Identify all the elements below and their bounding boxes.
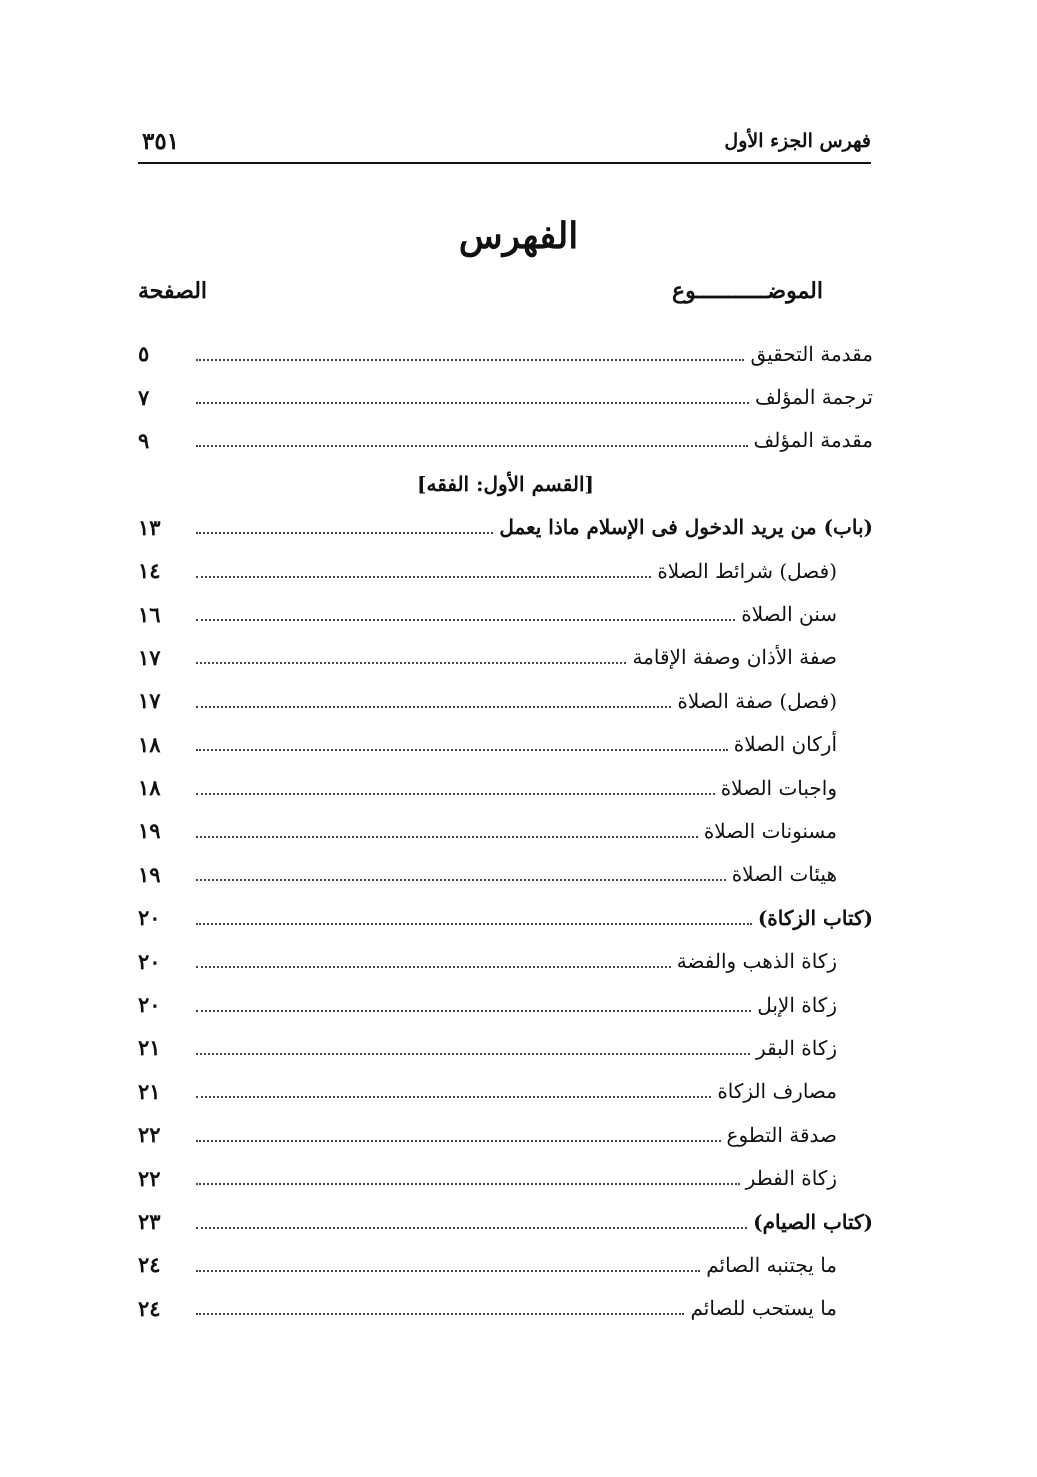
dot-leader — [196, 1227, 747, 1229]
toc-entry — [138, 939, 873, 982]
toc-entry — [138, 1200, 873, 1243]
toc-entry-page: ٥ — [138, 341, 150, 367]
toc-entry-label: سنن الصلاة — [741, 602, 837, 627]
toc-entry — [138, 549, 873, 592]
dot-leader — [196, 1010, 751, 1012]
toc-entry-page: ٢٤ — [138, 1295, 161, 1321]
toc-entry-page: ٢٠ — [138, 948, 161, 974]
toc-entry-page: ٢١ — [138, 1078, 161, 1104]
topic-column-header: الموضـــــــــــوع — [672, 278, 823, 304]
dot-leader — [196, 1183, 740, 1185]
toc-entry — [138, 1113, 873, 1156]
toc-entry-page: ١٩ — [138, 818, 161, 844]
dot-leader — [196, 923, 752, 925]
toc-entry-label: زكاة الإبل — [757, 992, 837, 1017]
toc-entry-label: أركان الصلاة — [733, 732, 837, 757]
dot-leader — [196, 402, 749, 404]
dot-leader — [196, 445, 748, 447]
toc-entry — [138, 809, 873, 852]
toc-entry — [138, 506, 873, 549]
dot-leader — [196, 576, 651, 578]
toc-entry-page: ٢٢ — [138, 1165, 161, 1191]
dot-leader — [196, 749, 728, 751]
toc-entry-page: ١٧ — [138, 644, 161, 670]
dot-leader — [196, 1053, 750, 1055]
toc-entry — [138, 592, 873, 635]
toc-entry-label: (فصل) شرائط الصلاة — [657, 558, 837, 583]
toc-entry-page: ٢٠ — [138, 905, 161, 931]
toc-entry — [138, 1070, 873, 1113]
running-head — [138, 128, 871, 164]
toc-entry-label: صفة الأذان وصفة الإقامة — [632, 645, 837, 670]
toc-entry — [138, 766, 873, 809]
toc-entry — [138, 679, 873, 722]
dot-leader — [196, 879, 726, 881]
toc-entry-page: ١٧ — [138, 688, 161, 714]
toc-entry-page: ٢٠ — [138, 992, 161, 1018]
dot-leader — [196, 1270, 700, 1272]
toc-entry — [138, 1026, 873, 1069]
toc-entry — [138, 896, 873, 939]
dot-leader — [196, 619, 735, 621]
toc-entry — [138, 1156, 873, 1199]
toc-entry-label: زكاة الفطر — [745, 1166, 837, 1191]
toc-entry — [138, 419, 873, 462]
toc-entry-page: ٢١ — [138, 1035, 161, 1061]
page-number: ٣٥١ — [142, 128, 180, 155]
toc-entry-label: هيئات الصلاة — [731, 862, 837, 887]
toc-entry-page: ١٦ — [138, 601, 161, 627]
toc-entry-label: (كتاب الصيام) — [753, 1209, 873, 1234]
toc-entry-label: (كتاب الزكاة) — [757, 905, 873, 930]
toc-section-label: [القسم الأول: الفقه] — [417, 471, 594, 496]
toc-entry-label: (فصل) صفة الصلاة — [677, 688, 837, 713]
toc-entry-label: مسنونات الصلاة — [703, 818, 837, 843]
dot-leader — [196, 662, 626, 664]
toc-entry — [138, 332, 873, 375]
table-of-contents — [138, 332, 873, 1330]
dot-leader — [196, 532, 493, 534]
toc-entry-label: ترجمة المؤلف — [755, 385, 873, 410]
toc-entry-label: مصارف الزكاة — [717, 1079, 837, 1104]
dot-leader — [196, 706, 671, 708]
toc-entry-label: ما يستحب للصائم — [690, 1296, 837, 1321]
running-head-title: فهرس الجزء الأول — [724, 130, 871, 152]
toc-entry — [138, 853, 873, 896]
toc-entry-label: ما يجتنبه الصائم — [706, 1252, 837, 1277]
toc-entry-page: ١٩ — [138, 861, 161, 887]
toc-entry — [138, 983, 873, 1026]
toc-entry — [138, 723, 873, 766]
toc-entry-page: ١٨ — [138, 775, 161, 801]
toc-entry-page: ٢٣ — [138, 1209, 161, 1234]
dot-leader — [196, 359, 744, 361]
toc-entry-label: زكاة الذهب والفضة — [676, 949, 837, 974]
page-column-header: الصفحة — [138, 278, 208, 304]
toc-entry — [138, 1243, 873, 1286]
toc-entry — [138, 1287, 873, 1330]
toc-entry-page: ٢٢ — [138, 1122, 161, 1148]
toc-entry-page: ٩ — [138, 427, 150, 453]
toc-entry-label: مقدمة المؤلف — [753, 428, 873, 453]
toc-entry-page: ٧ — [138, 384, 150, 410]
toc-entry-page: ١٤ — [138, 558, 161, 584]
dot-leader — [196, 793, 715, 795]
toc-entry-page: ١٣ — [138, 514, 161, 540]
dot-leader — [196, 1313, 684, 1315]
toc-entry-page: ١٨ — [138, 731, 161, 757]
toc-entry-label: (باب) من يريد الدخول فى الإسلام ماذا يعمل — [499, 515, 873, 540]
toc-entry-label: زكاة البقر — [756, 1035, 837, 1060]
toc-entry-label: واجبات الصلاة — [720, 775, 837, 800]
toc-entry-label: صدقة التطوع — [726, 1122, 837, 1147]
dot-leader — [196, 1140, 721, 1142]
dot-leader — [196, 966, 671, 968]
toc-entry — [138, 636, 873, 679]
toc-entry-page: ٢٤ — [138, 1252, 161, 1278]
page-title: الفهرس — [458, 215, 579, 257]
dot-leader — [196, 1096, 711, 1098]
toc-entry-label: مقدمة التحقيق — [750, 341, 873, 366]
toc-entry — [138, 375, 873, 418]
toc-section-heading — [138, 462, 873, 505]
dot-leader — [196, 836, 698, 838]
